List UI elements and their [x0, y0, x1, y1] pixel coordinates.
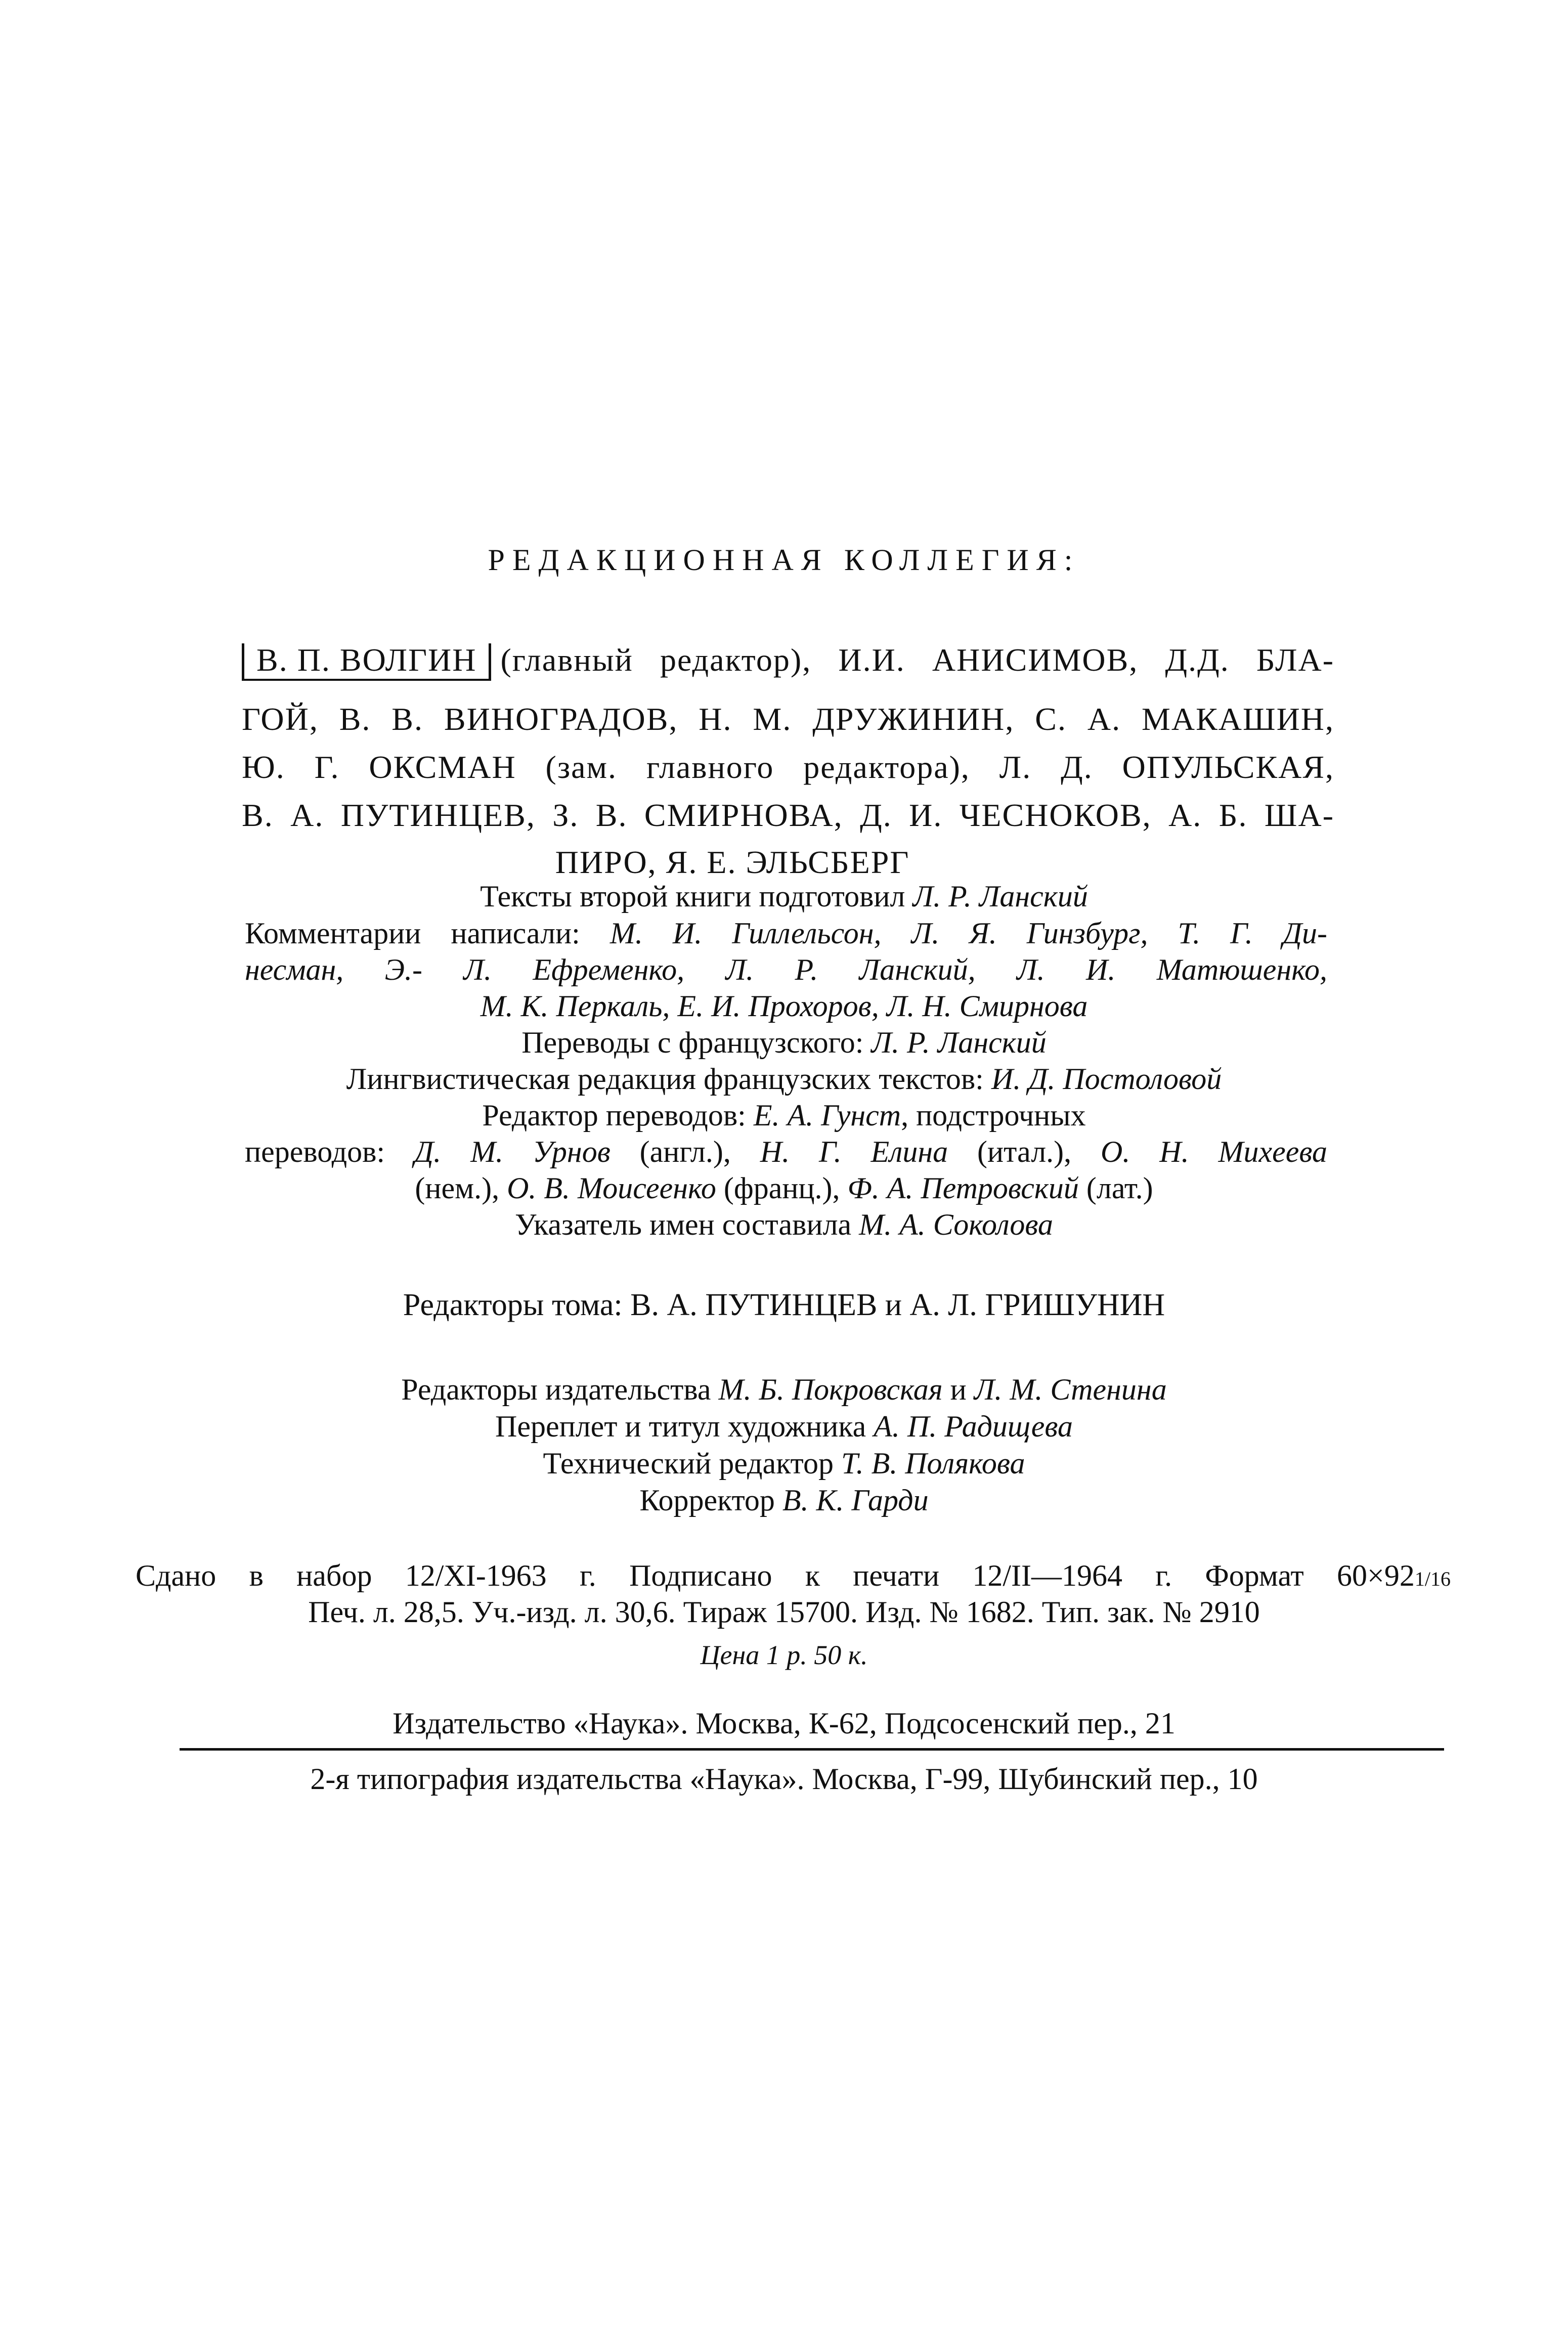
index-name: М. А. Соколова	[859, 1208, 1054, 1241]
corrector-name: В. К. Гарди	[782, 1484, 929, 1517]
linguistic-editing-credit	[0, 1060, 1568, 1098]
chief-editor-name-boxed: В. П. ВОЛГИН	[242, 643, 491, 681]
corrector-label: Корректор	[639, 1484, 782, 1517]
sub-name-2: Н. Г. Елина	[760, 1135, 948, 1168]
comments-names-3: М. К. Перкаль, Е. И. Прохоров, Л. Н. Смирнова	[480, 989, 1088, 1023]
imprint-format-fraction: 1/16	[1414, 1567, 1451, 1590]
comments-names-1: М. И. Гиллельсон, Л. Я. Гинзбург, Т. Г. Ди-	[609, 917, 1327, 950]
texts-credit	[0, 878, 1568, 915]
printer-address: 2-я типография издательства «Наука». Москва, Г-99, Шубинский пер., 10	[310, 1762, 1258, 1796]
board-line-4: В. А. ПУТИНЦЕВ, З. В. СМИРНОВА, Д. И. ЧЕСНОКОВ, А. Б. ША-	[242, 797, 1334, 833]
publisher-editors	[0, 1371, 1568, 1408]
french-label: Переводы с французского:	[521, 1026, 872, 1059]
divider-rule	[180, 1748, 1444, 1751]
publisher-editor-1: М. Б. Покровская	[718, 1373, 943, 1406]
price	[0, 1636, 1568, 1674]
imprint-sent: Сдано в набор 12/XI-1963 г.	[136, 1559, 596, 1592]
french-name: Л. Р. Ланский	[871, 1026, 1047, 1059]
board-line-5: ПИРО, Я. Е. ЭЛЬСБЕРГ	[555, 844, 910, 880]
volume-editors: Редакторы тома: В. А. ПУТИНЦЕВ и А. Л. ГРИШУНИН	[403, 1288, 1165, 1322]
publisher-editors-label: Редакторы издательства	[401, 1373, 719, 1406]
sub-name-4: О. В. Моисеенко	[507, 1171, 716, 1205]
board-line-3: Ю. Г. ОКСМАН (зам. главного редактора), Л. Д. ОПУЛЬСКАЯ,	[242, 749, 1334, 785]
trans-editor-rest: , подстрочных	[901, 1099, 1086, 1132]
comments-credit-2	[245, 951, 1327, 988]
binding-artist	[0, 1408, 1568, 1445]
subline-translations-credit-2	[0, 1169, 1568, 1207]
trans-editor-name: Е. А. Гунст	[753, 1099, 901, 1132]
translation-editor-credit	[0, 1097, 1568, 1134]
comments-names-2: несман, Э.- Л. Ефременко, Л. Р. Ланский, Л. И. Матюшенко,	[245, 953, 1327, 986]
board-line-1	[242, 641, 1334, 681]
sub-name-1: Д. М. Урнов	[414, 1135, 611, 1168]
sub-name-3: О. Н. Михеева	[1101, 1135, 1328, 1168]
sub-lang-5: (лат.)	[1078, 1171, 1153, 1205]
technical-editor	[0, 1445, 1568, 1482]
sub-lang-1: (англ.),	[610, 1135, 760, 1168]
comments-label: Комментарии написали:	[245, 917, 610, 950]
subline-translations-credit-1	[245, 1133, 1327, 1170]
sub-name-5: Ф. А. Петровский	[847, 1171, 1079, 1205]
publisher-editors-and: и	[942, 1373, 974, 1406]
texts-label: Тексты второй книги подготовил	[480, 880, 913, 913]
price-text: Цена 1 р. 50 к.	[700, 1640, 868, 1670]
imprint-format	[1205, 1559, 1451, 1592]
sub-label: переводов:	[245, 1135, 414, 1168]
imprint-line-2: Печ. л. 28,5. Уч.-изд. л. 30,6. Тираж 15700. Изд. № 1682. Тип. зак. № 2910	[308, 1595, 1260, 1629]
board-title: РЕДАКЦИОННАЯ КОЛЛЕГИЯ:	[488, 543, 1080, 577]
publisher-editor-2: Л. М. Стенина	[974, 1373, 1167, 1406]
comments-credit-3	[0, 987, 1568, 1025]
binding-label: Переплет и титул художника	[495, 1410, 874, 1443]
imprint-signed: Подписано к печати 12/II—1964 г.	[629, 1559, 1172, 1592]
binding-name: А. П. Радищева	[874, 1410, 1073, 1443]
french-translations-credit	[0, 1024, 1568, 1061]
ling-name: И. Д. Постоловой	[991, 1062, 1222, 1096]
imprint-format-label: Формат 60×92	[1205, 1559, 1415, 1592]
comments-credit-1	[245, 914, 1327, 952]
trans-editor-label: Редактор переводов:	[482, 1099, 754, 1132]
corrector	[0, 1482, 1568, 1519]
tech-label: Технический редактор	[543, 1447, 841, 1480]
sub-lang-2: (итал.),	[948, 1135, 1101, 1168]
imprint-line-1	[136, 1557, 1451, 1598]
sub-lang-4: (франц.),	[716, 1171, 848, 1205]
sub-lang-3: (нем.),	[415, 1171, 507, 1205]
board-line-1-rest: (главный редактор), И.И. АНИСИМОВ, Д.Д. БЛА-	[500, 642, 1334, 678]
ling-label: Лингвистическая редакция французских текстов:	[346, 1062, 991, 1096]
texts-name: Л. Р. Ланский	[912, 880, 1088, 913]
tech-name: Т. В. Полякова	[841, 1447, 1025, 1480]
board-line-2: ГОЙ, В. В. ВИНОГРАДОВ, Н. М. ДРУЖИНИН, С. А. МАКАШИН,	[242, 701, 1334, 737]
index-label: Указатель имен составила	[514, 1208, 859, 1241]
index-credit	[0, 1206, 1568, 1243]
publisher-address: Издательство «Наука». Москва, К-62, Подсосенский пер., 21	[393, 1707, 1175, 1740]
